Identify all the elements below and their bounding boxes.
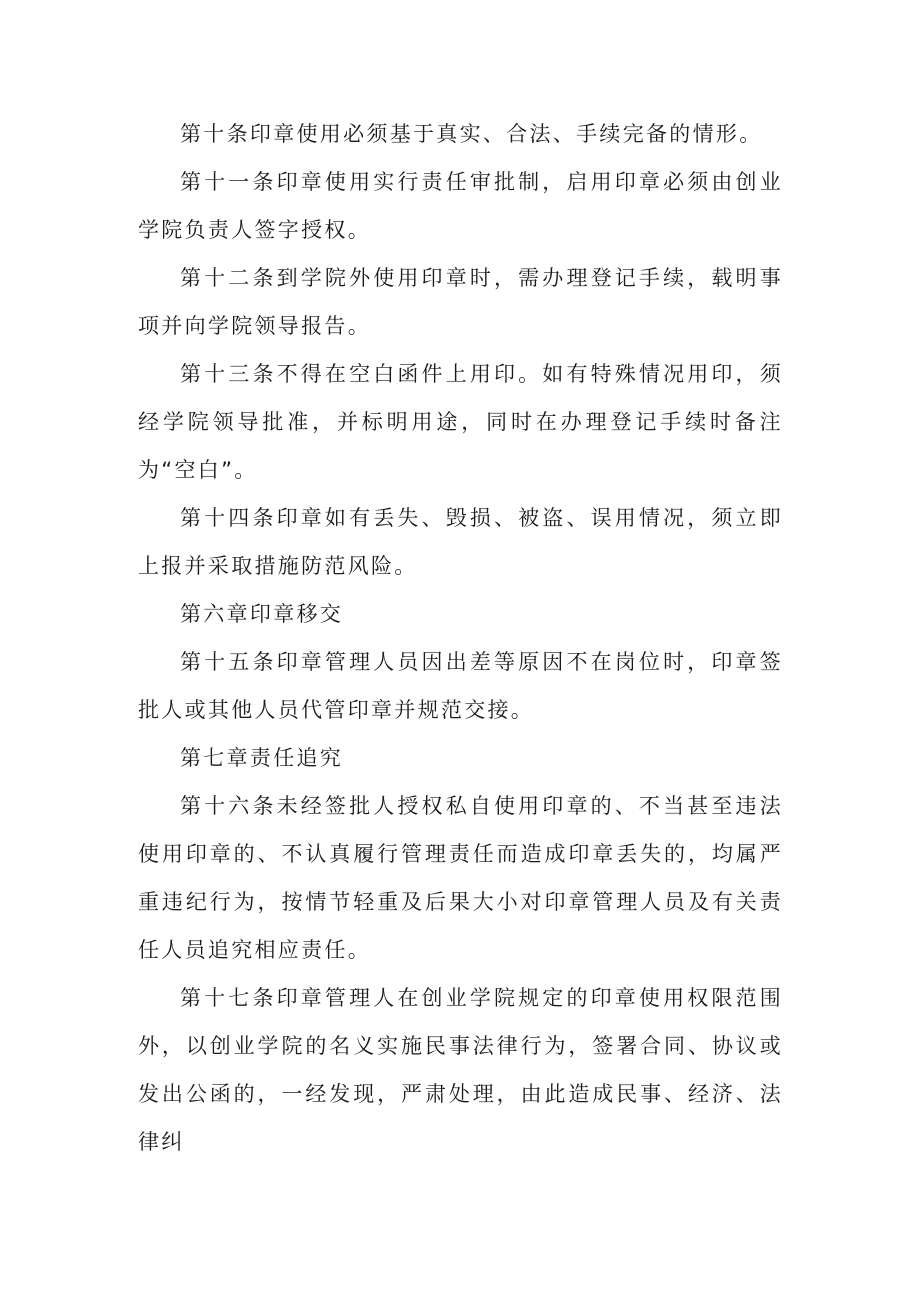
- chapter-7-heading: 第七章责任追究: [180, 746, 344, 770]
- article-12: 第十二条到学院外使用印章时，需办理登记手续，载明事项并向学院领导报告。: [138, 266, 783, 338]
- document-body: [138, 110, 783, 1166]
- article-14: 第十四条印章如有丢失、毁损、被盗、误用情况，须立即上报并采取措施防范风险。: [138, 506, 783, 578]
- article-11: 第十一条印章使用实行责任审批制，启用印章必须由创业学院负责人签字授权。: [138, 170, 783, 242]
- chapter-6-heading: 第六章印章移交: [180, 602, 344, 626]
- article-13: 第十三条不得在空白函件上用印。如有特殊情况用印，须经学院领导批准，并标明用途，同时在办理登记手续时备注为“空白”。: [138, 362, 783, 482]
- article-15: 第十五条印章管理人员因出差等原因不在岗位时，印章签批人或其他人员代管印章并规范交接。: [138, 650, 783, 722]
- article-17: 第十七条印章管理人在创业学院规定的印章使用权限范围外，以创业学院的名义实施民事法律行为，签署合同、协议或发出公函的，一经发现，严肃处理，由此造成民事、经济、法律纠: [138, 986, 783, 1154]
- article-10: 第十条印章使用必须基于真实、合法、手续完备的情形。: [180, 122, 763, 146]
- article-16: 第十六条未经签批人授权私自使用印章的、不当甚至违法使用印章的、不认真履行管理责任而造成印章丢失的，均属严重违纪行为，按情节轻重及后果大小对印章管理人员及有关责任人员追究相应责任。: [138, 794, 783, 962]
